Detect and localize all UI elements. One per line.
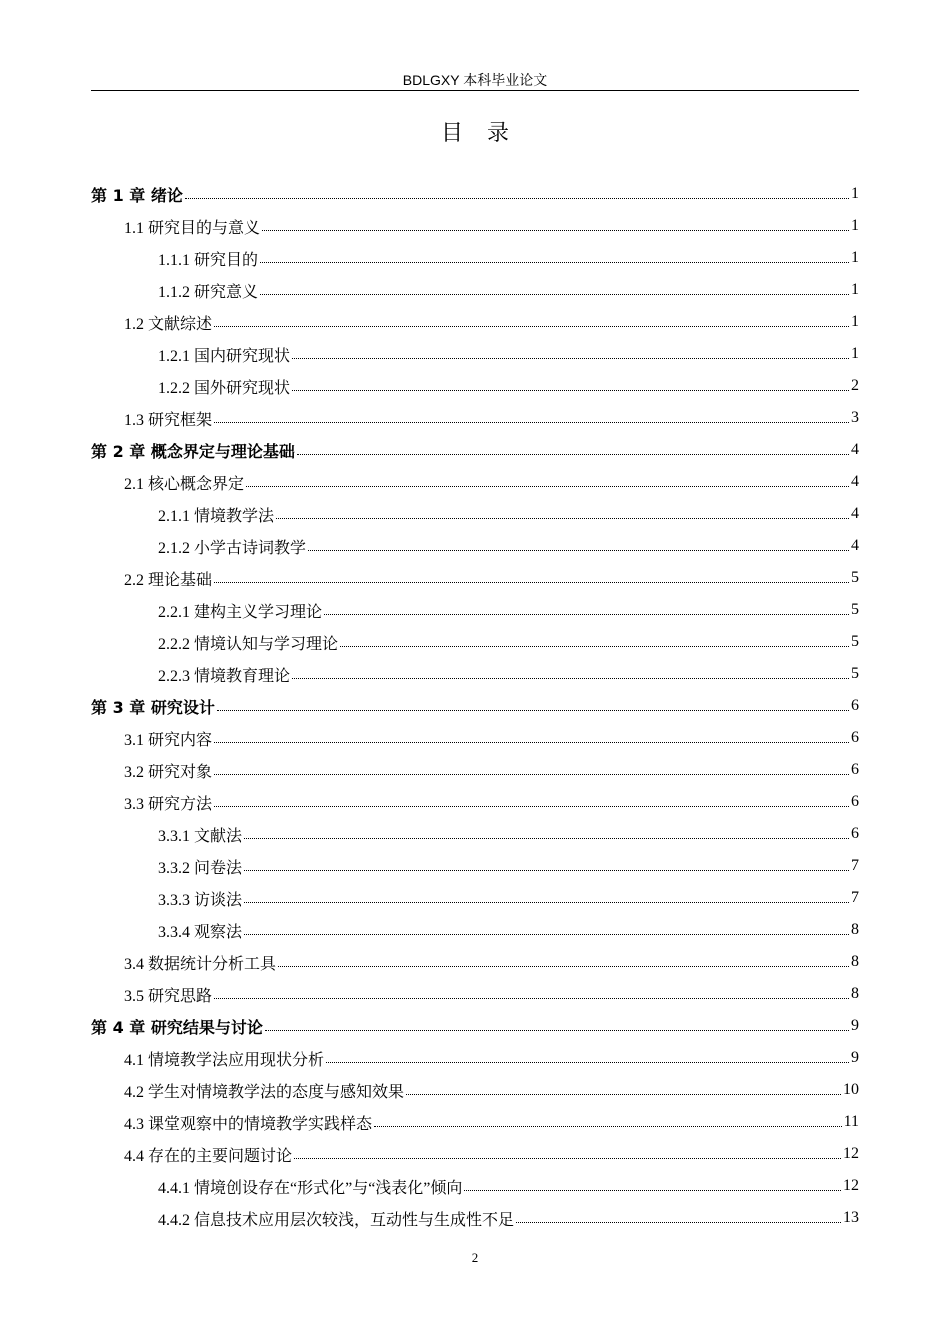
toc-entry[interactable]: [91, 786, 859, 818]
toc-entry[interactable]: [91, 562, 859, 594]
toc-entry-label: 第 3 章 研究设计: [91, 697, 215, 717]
toc-entry-label: 1.2 文献综述: [124, 315, 213, 333]
toc-entry-label: 3.4 数据统计分析工具: [124, 955, 277, 973]
toc-entry-label: 3.3.4 观察法: [158, 923, 243, 941]
toc-entry[interactable]: [91, 690, 859, 722]
header-rule: [91, 90, 859, 91]
toc-dot-leader: [262, 230, 849, 231]
toc-dot-leader: [265, 1030, 849, 1031]
toc-entry-page: 8: [851, 921, 859, 938]
header-text: BDLGXY 本科毕业论文: [402, 72, 548, 88]
toc-entry[interactable]: [91, 338, 859, 370]
toc-entry-label: 2.2.3 情境教育理论: [158, 667, 291, 685]
toc-entry-label: 3.2 研究对象: [124, 763, 213, 781]
toc-entry[interactable]: [91, 402, 859, 434]
toc-dot-leader: [260, 262, 849, 263]
toc-entry-page: 1: [851, 185, 859, 202]
toc-entry-page: 4: [851, 505, 859, 522]
toc-entry[interactable]: [91, 1138, 859, 1170]
toc-dot-leader: [244, 838, 849, 839]
toc-entry-page: 2: [851, 377, 859, 394]
toc-dot-leader: [217, 710, 849, 711]
toc-entry-label: 1.3 研究框架: [124, 411, 213, 429]
toc-dot-leader: [406, 1094, 841, 1095]
toc-entry[interactable]: [91, 658, 859, 690]
toc-dot-leader: [244, 870, 849, 871]
toc-entry-label: 第 4 章 研究结果与讨论: [91, 1017, 263, 1037]
toc-entry-label: 3.3.2 问卷法: [158, 859, 243, 877]
toc-entry-page: 8: [851, 953, 859, 970]
toc-entry[interactable]: [91, 1074, 859, 1106]
toc-entry[interactable]: [91, 626, 859, 658]
toc-entry-label: 3.1 研究内容: [124, 731, 213, 749]
toc-entry-page: 1: [851, 345, 859, 362]
toc-dot-leader: [185, 198, 849, 199]
toc-entry[interactable]: [91, 1170, 859, 1202]
toc-entry[interactable]: [91, 434, 859, 466]
toc-dot-leader: [244, 934, 849, 935]
toc-entry-page: 4: [851, 473, 859, 490]
toc-dot-leader: [308, 550, 849, 551]
toc-dot-leader: [214, 326, 849, 327]
page-number: 2: [471, 1250, 479, 1265]
toc-dot-leader: [292, 358, 849, 359]
toc-entry-label: 1.2.2 国外研究现状: [158, 379, 291, 397]
toc-entry-page: 11: [843, 1113, 859, 1130]
toc-entry[interactable]: [91, 1202, 859, 1234]
toc-entry-page: 10: [843, 1081, 859, 1098]
toc-entry-page: 6: [851, 793, 859, 810]
toc-dot-leader: [276, 518, 849, 519]
toc-entry[interactable]: [91, 914, 859, 946]
toc-dot-leader: [214, 582, 849, 583]
toc-entry-label: 1.1.1 研究目的: [158, 251, 259, 269]
toc-entry[interactable]: [91, 210, 859, 242]
toc-entry-label: 4.3 课堂观察中的情境教学实践样态: [124, 1115, 373, 1133]
toc-dot-leader: [214, 422, 849, 423]
toc-dot-leader: [260, 294, 849, 295]
toc-entry[interactable]: [91, 1010, 859, 1042]
toc-entry-page: 8: [851, 985, 859, 1002]
toc-entry-label: 第 2 章 概念界定与理论基础: [91, 441, 295, 461]
toc-entry-label: 4.4 存在的主要问题讨论: [124, 1147, 293, 1165]
toc-entry[interactable]: [91, 594, 859, 626]
toc-entry-page: 5: [851, 665, 859, 682]
toc-entry-label: 2.1 核心概念界定: [124, 475, 245, 493]
toc-entry[interactable]: [91, 1106, 859, 1138]
toc-entry[interactable]: [91, 530, 859, 562]
toc-dot-leader: [464, 1190, 841, 1191]
toc-dot-leader: [340, 646, 849, 647]
toc-entry[interactable]: [91, 466, 859, 498]
toc-entry[interactable]: [91, 850, 859, 882]
toc-entry-label: 4.2 学生对情境教学法的态度与感知效果: [124, 1083, 405, 1101]
toc-entry-page: 4: [851, 441, 859, 458]
toc-dot-leader: [214, 774, 849, 775]
toc-entry-label: 1.1.2 研究意义: [158, 283, 259, 301]
toc-dot-leader: [294, 1158, 841, 1159]
toc-dot-leader: [214, 742, 849, 743]
toc-entry-page: 6: [851, 825, 859, 842]
toc-entry[interactable]: [91, 978, 859, 1010]
toc-entry-page: 1: [851, 313, 859, 330]
toc-entry[interactable]: [91, 818, 859, 850]
toc-dot-leader: [374, 1126, 842, 1127]
toc-entry-label: 4.1 情境教学法应用现状分析: [124, 1051, 325, 1069]
toc-entry[interactable]: [91, 1042, 859, 1074]
toc-entry[interactable]: [91, 178, 859, 210]
toc-entry[interactable]: [91, 722, 859, 754]
toc-entry-page: 3: [851, 409, 859, 426]
toc-entry-page: 12: [843, 1145, 859, 1162]
toc-entry-label: 3.3.1 文献法: [158, 827, 243, 845]
toc-dot-leader: [292, 390, 849, 391]
toc-entry-page: 13: [843, 1209, 859, 1226]
toc-entry-page: 5: [851, 633, 859, 650]
toc-entry-page: 7: [851, 889, 859, 906]
toc-entry-page: 5: [851, 569, 859, 586]
toc-entry-label: 2.2.2 情境认知与学习理论: [158, 635, 339, 653]
toc-entry-page: 4: [851, 537, 859, 554]
toc-entry-page: 1: [851, 249, 859, 266]
toc-entry-label: 3.5 研究思路: [124, 987, 213, 1005]
toc-title: 目录: [440, 120, 533, 145]
toc-entry[interactable]: [91, 242, 859, 274]
toc-entry-label: 3.3 研究方法: [124, 795, 213, 813]
toc-entry-label: 3.3.3 访谈法: [158, 891, 243, 909]
toc-dot-leader: [292, 678, 849, 679]
toc-dot-leader: [244, 902, 849, 903]
toc-entry-page: 1: [851, 281, 859, 298]
toc-entry-label: 2.1.1 情境教学法: [158, 507, 275, 525]
toc-dot-leader: [324, 614, 849, 615]
toc-dot-leader: [516, 1222, 841, 1223]
toc-dot-leader: [214, 806, 849, 807]
toc-dot-leader: [278, 966, 849, 967]
toc-entry-label: 2.1.2 小学古诗词教学: [158, 539, 307, 557]
toc-dot-leader: [297, 454, 849, 455]
toc-entry-page: 5: [851, 601, 859, 618]
toc-entry-label: 1.1 研究目的与意义: [124, 219, 261, 237]
toc-entry-page: 9: [851, 1049, 859, 1066]
toc-entry-page: 7: [851, 857, 859, 874]
toc-entry-page: 6: [851, 729, 859, 746]
toc-entry[interactable]: [91, 306, 859, 338]
toc-entry[interactable]: [91, 370, 859, 402]
toc-entry[interactable]: [91, 882, 859, 914]
toc-entry[interactable]: [91, 946, 859, 978]
toc-entry[interactable]: [91, 498, 859, 530]
toc-dot-leader: [326, 1062, 849, 1063]
toc-entry-label: 4.4.1 情境创设存在“形式化”与“浅表化”倾向: [158, 1179, 463, 1197]
toc-entry-label: 第 1 章 绪论: [91, 185, 183, 205]
toc-entry-page: 1: [851, 217, 859, 234]
toc-entry-page: 6: [851, 761, 859, 778]
toc-dot-leader: [214, 998, 849, 999]
toc-entry-label: 2.2 理论基础: [124, 571, 213, 589]
toc-entry-label: 1.2.1 国内研究现状: [158, 347, 291, 365]
toc-entry-page: 12: [843, 1177, 859, 1194]
toc-entry[interactable]: [91, 754, 859, 786]
toc-entry-label: 2.2.1 建构主义学习理论: [158, 603, 323, 621]
toc-entry[interactable]: [91, 274, 859, 306]
table-of-contents: [91, 178, 859, 1234]
toc-entry-page: 9: [851, 1017, 859, 1034]
toc-entry-page: 6: [851, 697, 859, 714]
toc-entry-label: 4.4.2 信息技术应用层次较浅，互动性与生成性不足: [158, 1211, 515, 1229]
toc-dot-leader: [246, 486, 849, 487]
